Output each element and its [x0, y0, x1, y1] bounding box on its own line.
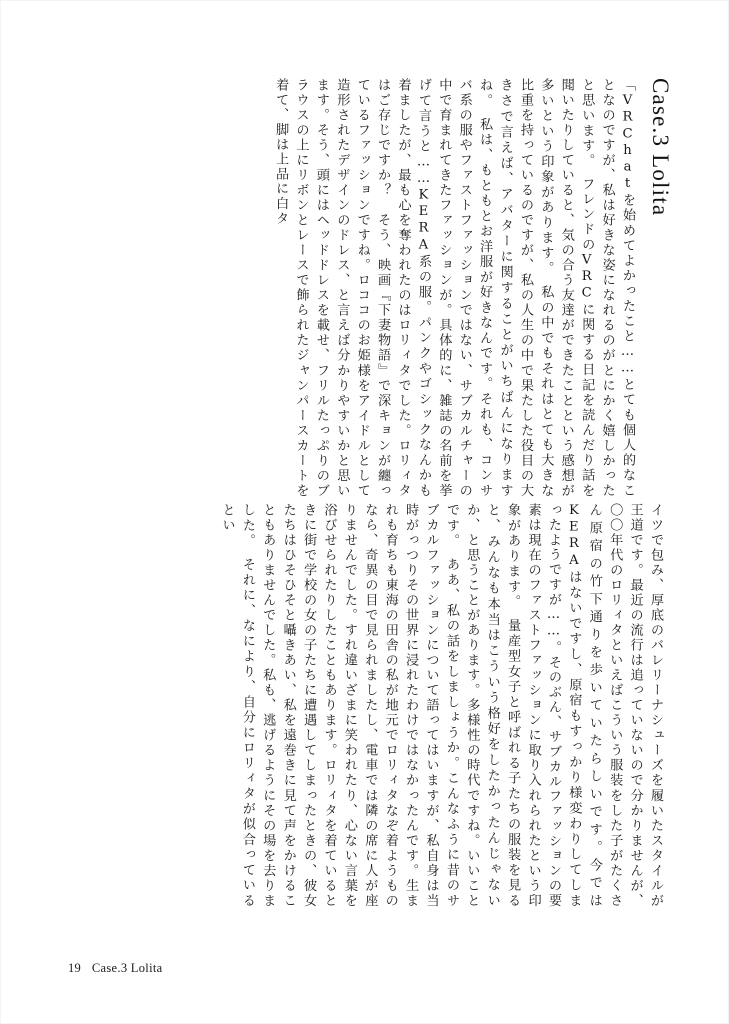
page-number: 19	[68, 961, 81, 975]
body-text-upper: 「VRChatを始めてよかったこと……とても個人的なことなのですが、私は好きな姿になれるのがとにかく嬉しかったと思います。 フレンドのVRCに関する日記を読んだり話を聞いたりしていると、気の合う友達ができたことという感想が多いという印象があります。 私の中でもそれはとても大きな比重を持っているのですが、私の人生の中で果たした役目の大きさで言えば、アバターに関することがいちばんになりますね。 私は、もともとお洋服が好きなんです。それも、コンサバ系の服やファストファッションではない、サブカルチャーの中で育まれてきたファッションが。具体的に、雑誌の名前を挙げて言うと……KERA系の服。パンクやゴシックなんかも着ましたが、最も心を奪われたのはロリィタでした。ロリィタはご存じですか？ そう、映画『下妻物語』で深キョンが纏っているファッションですね。ロココのお姫様をアイドルとして造形されたデザインのドレス、と言えば分かりやすいかと思います。そう、頭にはヘッドドレスを載せ、フリルたっぷりのブラウスの上にリボンとレースで飾られたジャンパースカートを着て、脚は上品に白タ	[273, 78, 635, 498]
chapter-title: Case.3 Lolita	[648, 78, 673, 217]
page-footer	[68, 961, 162, 976]
body-text-lower: イツで包み、厚底のバレリーナシューズを履いたスタイルが王道です。最近の流行は追っていないので分かりませんが、〇〇年代のロリィタといえばこういう服装をした子がたくさん原宿の竹下通りを歩いていたらしいです。今ではKERAはないですし、原宿もすっかり様変わりしてしまったようですが……。そのぶん、サブカルファッションの要素は現在のファストファッションに取り入れられたという印象があります。 量産型女子と呼ばれる子たちの服装を見ると、みんなも本当はこういう格好をしたかったんじゃないか、と思うことがあります。多様性の時代ですね。いいことです。 ああ、私の話をしましょうか。こんなふうに昔のサブカルファッションについて語ってはいますが、私自身は当時がっつりその世界に浸れたわけではなかったんです。生まれも育ちも東海の田舎の私が地元でロリィタなぞ着ようものなら、奇異の目で見られましたし、電車では隣の席に人が座りませんでした。すれ違いざまに笑われたり、心ない言葉を浴びせられたりしたこともあります。ロリィタを着ているときに街で学校の女の子たちに遭遇してしまったときの、彼女たちはひそひそと囁きあい、私を遠巻きに見て声をかけることもありませんでした。私も、逃げるようにその場を去りました。 それに、なにより、自分にロリィタが似合っているとい	[219, 503, 663, 908]
running-head: Case.3 Lolita	[91, 961, 163, 975]
